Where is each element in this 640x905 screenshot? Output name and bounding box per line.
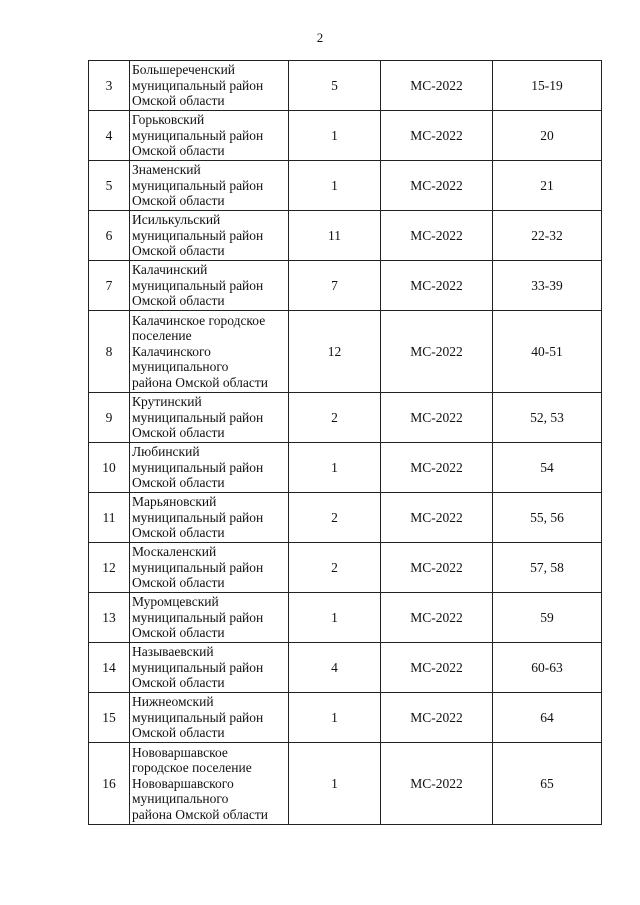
row-number-cell: 13 [89, 593, 130, 643]
form-code-cell: МС-2022 [381, 543, 493, 593]
table-row [89, 393, 602, 443]
municipality-name-cell [130, 543, 289, 593]
table-row [89, 693, 602, 743]
table-row [89, 543, 602, 593]
municipality-name-cell [130, 111, 289, 161]
table-row [89, 111, 602, 161]
municipality-name-line: Крутинский [132, 394, 202, 410]
municipality-name-line: Москаленский [132, 544, 217, 560]
municipality-name-line: городское поселение [132, 760, 252, 776]
pages-cell: 64 [493, 693, 602, 743]
form-code-cell: МС-2022 [381, 161, 493, 211]
municipality-name-line: Называевский [132, 644, 214, 660]
municipality-name-line: Большереченский [132, 62, 236, 78]
municipality-name-line: Любинский [132, 444, 200, 460]
quantity-cell: 1 [289, 693, 381, 743]
pages-cell: 21 [493, 161, 602, 211]
municipality-name-line: Знаменский [132, 162, 201, 178]
table-row [89, 311, 602, 393]
municipality-name-line: муниципальный район [132, 559, 264, 575]
quantity-cell: 1 [289, 443, 381, 493]
municipality-name-cell [130, 693, 289, 743]
table-row [89, 493, 602, 543]
pages-cell: 65 [493, 743, 602, 825]
row-number-cell: 15 [89, 693, 130, 743]
municipality-name-line: Омской области [132, 625, 225, 641]
table-row [89, 443, 602, 493]
municipality-name-line: Омской области [132, 475, 225, 491]
municipality-name-cell [130, 593, 289, 643]
pages-cell: 60-63 [493, 643, 602, 693]
municipality-name-cell [130, 61, 289, 111]
municipality-name-cell [130, 743, 289, 825]
pages-cell: 22-32 [493, 211, 602, 261]
municipality-name-line: муниципальный район [132, 459, 264, 475]
municipality-name-line: муниципальный район [132, 227, 264, 243]
row-number-cell: 9 [89, 393, 130, 443]
table-row [89, 593, 602, 643]
municipality-name-line: муниципальный район [132, 177, 264, 193]
municipality-name-line: Нижнеомский [132, 694, 214, 710]
municipality-name-line: поселение [132, 328, 192, 344]
pages-cell: 57, 58 [493, 543, 602, 593]
municipality-name-line: Омской области [132, 525, 225, 541]
row-number-cell: 7 [89, 261, 130, 311]
municipality-name-line: Омской области [132, 293, 225, 309]
municipality-name-line: района Омской области [132, 374, 268, 390]
quantity-cell: 1 [289, 111, 381, 161]
pages-cell: 52, 53 [493, 393, 602, 443]
municipality-name-line: муниципальный район [132, 659, 264, 675]
municipality-name-line: муниципальный район [132, 277, 264, 293]
municipality-name-cell [130, 261, 289, 311]
municipalities-table [88, 60, 602, 825]
table-row [89, 61, 602, 111]
form-code-cell: МС-2022 [381, 61, 493, 111]
municipality-name-line: Омской области [132, 425, 225, 441]
municipality-name-line: Нововаршавского [132, 775, 234, 791]
row-number-cell: 4 [89, 111, 130, 161]
form-code-cell: МС-2022 [381, 643, 493, 693]
municipality-name-line: Марьяновский [132, 494, 217, 510]
row-number-cell: 16 [89, 743, 130, 825]
table-row [89, 211, 602, 261]
municipality-name-line: Горьковский [132, 112, 205, 128]
municipality-name-cell [130, 311, 289, 393]
table-row [89, 643, 602, 693]
pages-cell: 15-19 [493, 61, 602, 111]
quantity-cell: 2 [289, 543, 381, 593]
municipality-name-line: муниципальный район [132, 709, 264, 725]
quantity-cell: 5 [289, 61, 381, 111]
table-row [89, 161, 602, 211]
quantity-cell: 1 [289, 743, 381, 825]
municipality-name-line: муниципальный район [132, 509, 264, 525]
form-code-cell: МС-2022 [381, 593, 493, 643]
row-number-cell: 14 [89, 643, 130, 693]
table-body [89, 61, 602, 825]
table-row [89, 261, 602, 311]
quantity-cell: 1 [289, 161, 381, 211]
municipality-name-line: муниципального [132, 359, 229, 375]
municipality-name-cell [130, 211, 289, 261]
form-code-cell: МС-2022 [381, 693, 493, 743]
pages-cell: 20 [493, 111, 602, 161]
municipality-name-line: Омской области [132, 93, 225, 109]
municipality-name-line: Омской области [132, 675, 225, 691]
pages-cell: 33-39 [493, 261, 602, 311]
form-code-cell: МС-2022 [381, 111, 493, 161]
quantity-cell: 11 [289, 211, 381, 261]
form-code-cell: МС-2022 [381, 261, 493, 311]
quantity-cell: 2 [289, 493, 381, 543]
row-number-cell: 8 [89, 311, 130, 393]
municipality-name-line: Нововаршавское [132, 744, 228, 760]
municipality-name-line: муниципальный район [132, 609, 264, 625]
municipality-name-line: Омской области [132, 243, 225, 259]
form-code-cell: МС-2022 [381, 211, 493, 261]
form-code-cell: МС-2022 [381, 311, 493, 393]
quantity-cell: 2 [289, 393, 381, 443]
municipality-name-cell [130, 643, 289, 693]
municipality-name-line: муниципальный район [132, 77, 264, 93]
municipality-name-line: муниципальный район [132, 409, 264, 425]
quantity-cell: 4 [289, 643, 381, 693]
form-code-cell: МС-2022 [381, 393, 493, 443]
page-number: 2 [316, 30, 324, 45]
quantity-cell: 7 [289, 261, 381, 311]
municipality-name-line: Муромцевский [132, 594, 219, 610]
row-number-cell: 5 [89, 161, 130, 211]
row-number-cell: 6 [89, 211, 130, 261]
form-code-cell: МС-2022 [381, 443, 493, 493]
pages-cell: 59 [493, 593, 602, 643]
row-number-cell: 10 [89, 443, 130, 493]
municipality-name-line: Калачинского [132, 343, 211, 359]
table-row [89, 743, 602, 825]
municipality-name-line: Омской области [132, 575, 225, 591]
municipality-name-line: Омской области [132, 725, 225, 741]
municipality-name-line: Омской области [132, 143, 225, 159]
quantity-cell: 1 [289, 593, 381, 643]
municipality-name-line: Калачинский [132, 262, 208, 278]
pages-cell: 54 [493, 443, 602, 493]
municipality-name-cell [130, 393, 289, 443]
pages-cell: 55, 56 [493, 493, 602, 543]
municipality-name-line: Исилькульский [132, 212, 221, 228]
municipality-name-line: Калачинское городское [132, 312, 266, 328]
quantity-cell: 12 [289, 311, 381, 393]
form-code-cell: МС-2022 [381, 493, 493, 543]
row-number-cell: 12 [89, 543, 130, 593]
municipality-name-line: муниципального [132, 791, 229, 807]
municipality-name-line: муниципальный район [132, 127, 264, 143]
municipality-name-cell [130, 493, 289, 543]
form-code-cell: МС-2022 [381, 743, 493, 825]
municipality-name-cell [130, 161, 289, 211]
municipality-name-line: района Омской области [132, 806, 268, 822]
row-number-cell: 3 [89, 61, 130, 111]
row-number-cell: 11 [89, 493, 130, 543]
municipality-name-cell [130, 443, 289, 493]
municipality-name-line: Омской области [132, 193, 225, 209]
pages-cell: 40-51 [493, 311, 602, 393]
